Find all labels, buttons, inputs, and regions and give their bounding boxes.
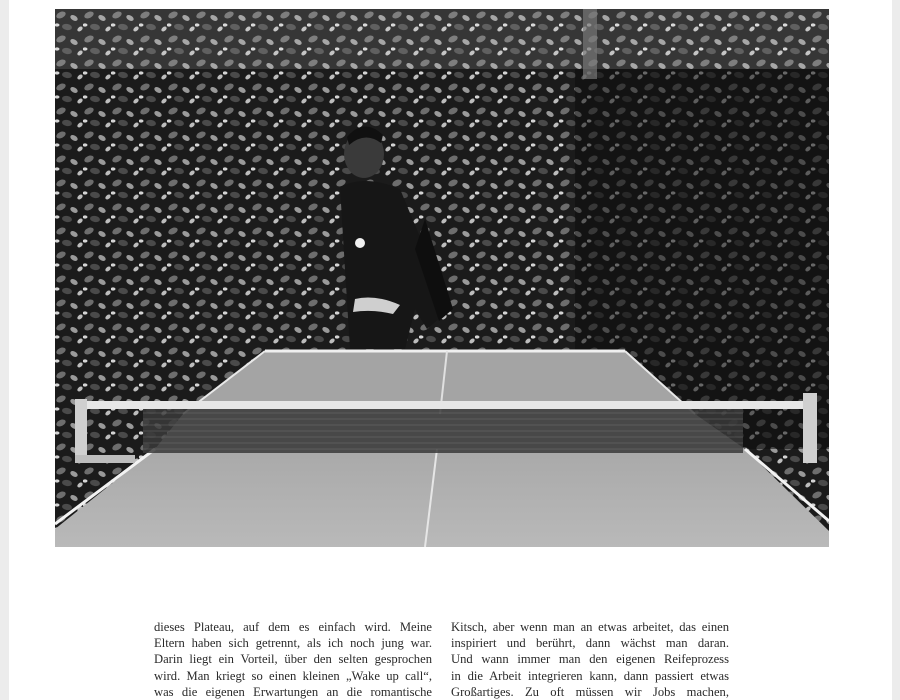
text-line: Darin liegt ein Vorteil, über den selten gesprochen bbox=[154, 652, 432, 667]
text-line: Und wann immer man den eigenen Reifeprozess bbox=[451, 652, 729, 667]
text-line: in die Arbeit integrieren kann, dann passiert etwas bbox=[451, 668, 729, 683]
text-line: inspiriert und berührt, dann wächst man daran. bbox=[451, 636, 729, 651]
ping-pong-photo bbox=[55, 9, 829, 547]
article-text bbox=[154, 619, 729, 700]
text-line: wird. Man kriegt so einen kleinen „Wake up call“, bbox=[154, 668, 432, 683]
text-line: was die eigenen Erwartungen an die romantische bbox=[154, 684, 432, 699]
magazine-page bbox=[9, 0, 892, 700]
text-line: Großartiges. Zu oft müssen wir Jobs machen, bbox=[451, 684, 729, 699]
text-column-right bbox=[451, 619, 729, 700]
text-column-left bbox=[154, 619, 432, 700]
text-line: Eltern haben sich getrennt, als ich noch jung war. bbox=[154, 636, 432, 651]
photo-illustration bbox=[55, 9, 829, 547]
text-line: Kitsch, aber wenn man an etwas arbeitet, das einen bbox=[451, 620, 729, 634]
text-line: dieses Plateau, auf dem es einfach wird. Meine bbox=[154, 620, 432, 634]
